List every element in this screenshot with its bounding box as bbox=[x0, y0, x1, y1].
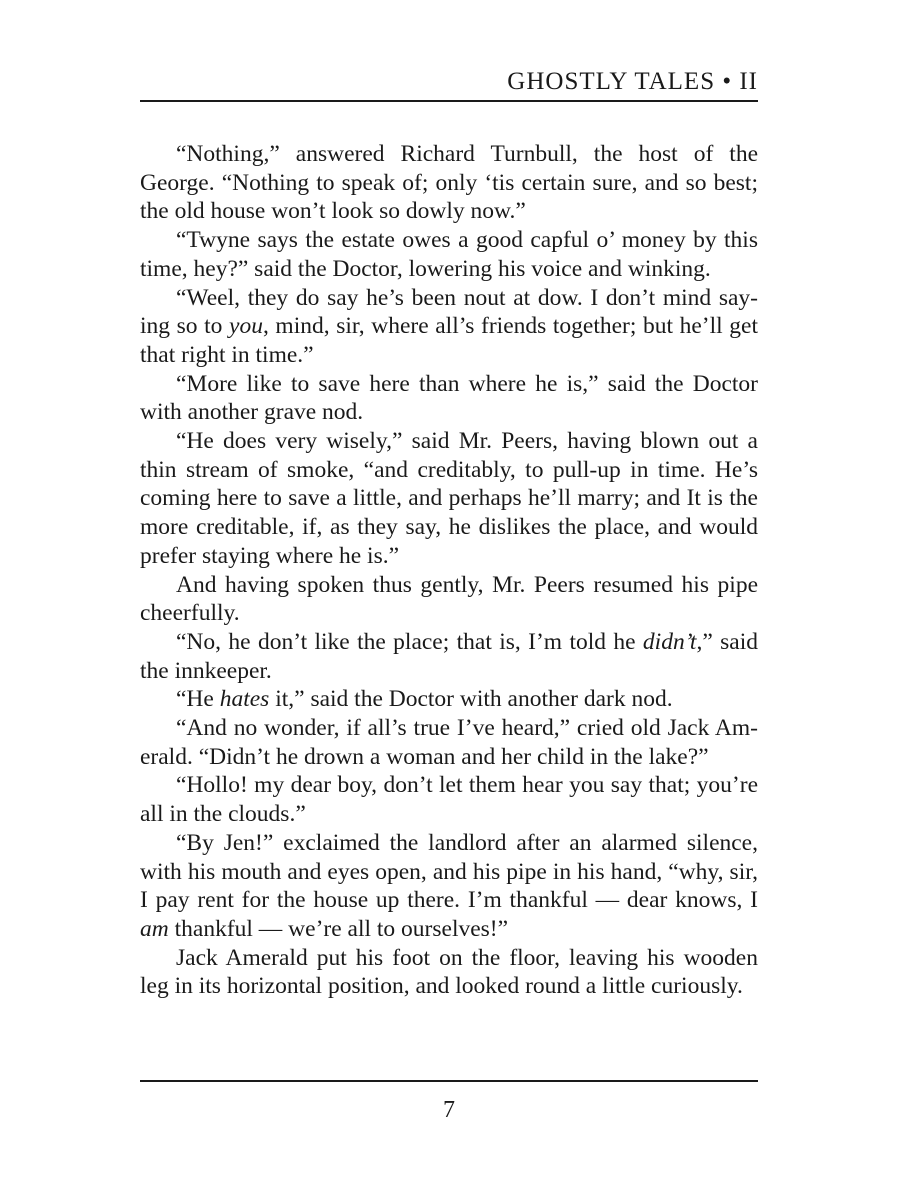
paragraph bbox=[140, 226, 758, 283]
text-run: , mind, sir, where all’s friends together; but he’ll get that right in time.” bbox=[140, 313, 758, 368]
italic-run: am bbox=[140, 915, 169, 942]
text-run: “More like to save here than where he is,” said the Doctor with another grave nod. bbox=[140, 370, 758, 426]
text-run: “By Jen!” exclaimed the landlord after an alarmed silence, with his mouth and eyes open, and his pipe in his hand, “why, sir, I pay rent for the house up there. I’m thankful — dear knows, I bbox=[140, 829, 758, 914]
paragraph bbox=[140, 140, 758, 226]
paragraph bbox=[140, 370, 758, 427]
text-run: “No, he don’t like the place; that is, I’m told he bbox=[176, 628, 643, 655]
text-run: “He bbox=[176, 686, 220, 713]
paragraph bbox=[140, 944, 758, 1001]
text-run: “Hollo! my dear boy, don’t let them hear you say that; you’re all in the clouds.” bbox=[140, 772, 758, 828]
paragraph bbox=[140, 571, 758, 628]
text-run: “He does very wisely,” said Mr. Peers, having blown out a thin stream of smoke, “and creditably, to pull-up in time. He’s coming here to save a little, and perhaps he’ll marry; and It is the more creditable, if, as they say, he dislikes the place, and would prefer staying where he is.” bbox=[140, 428, 758, 569]
text-run: “And no wonder, if all’s true I’ve heard,” cried old Jack Amerald. “Didn’t he drown a woman and her child in the lake?” bbox=[140, 715, 758, 770]
header-rule bbox=[140, 100, 758, 102]
text-run: “Twyne says the estate owes a good capful o’ money by this time, hey?” said the Doctor, lowering his voice and winking. bbox=[140, 227, 758, 282]
italic-run: you bbox=[229, 313, 263, 340]
text-run: “Weel, they do say he’s been nout at dow. I don’t mind saying so to bbox=[140, 284, 758, 340]
text-run: And having spoken thus gently, Mr. Peers resumed his pipe cheerfully. bbox=[140, 571, 758, 627]
paragraph bbox=[140, 829, 758, 944]
paragraph bbox=[140, 427, 758, 571]
text-run: it,” said the Doctor with another dark nod. bbox=[269, 686, 673, 713]
italic-run: hates bbox=[219, 686, 270, 713]
paragraph bbox=[140, 714, 758, 771]
text-run: Jack Amerald put his foot on the floor, leaving his wooden leg in its horizontal position, and looked round a little curiously. bbox=[140, 944, 758, 1000]
text-run: “Nothing,” answered Richard Turnbull, the host of the George. “Nothing to speak of; only ‘tis certain sure, and so best; the old house won’t look so dowly now.” bbox=[140, 141, 758, 225]
paragraph bbox=[140, 284, 758, 370]
footer-rule bbox=[140, 1080, 758, 1082]
paragraph bbox=[140, 771, 758, 828]
text-run: thankful — we’re all to ourselves!” bbox=[168, 915, 509, 942]
body-text bbox=[140, 140, 758, 1001]
paragraph bbox=[140, 628, 758, 685]
text-run: ,” said the innkeeper. bbox=[140, 628, 758, 684]
page-number: 7 bbox=[443, 1097, 455, 1123]
paragraph bbox=[140, 685, 758, 714]
running-head: GHOSTLY TALES • II bbox=[507, 68, 758, 95]
italic-run: didn’t bbox=[642, 628, 697, 655]
